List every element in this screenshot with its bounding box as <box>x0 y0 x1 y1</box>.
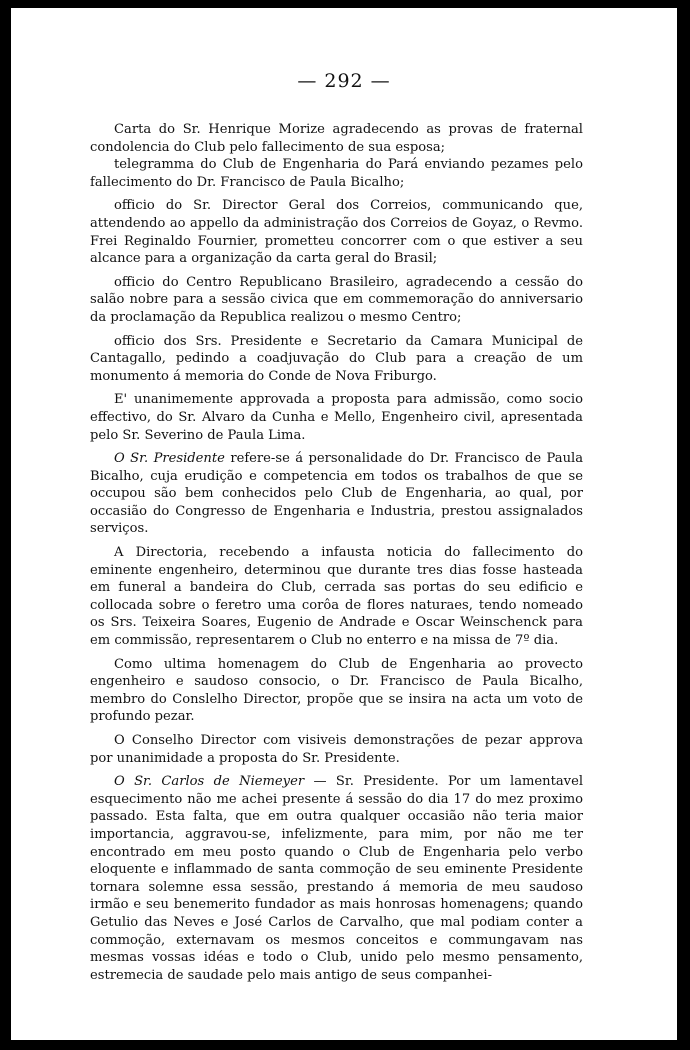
paragraph-officio-centro-republicano: officio do Centro Republicano Brasileiro, agradecendo a cessão do salão nobre para a sessão civica que em commemoração do anniversario da proclamação da Republica realizou o mesmo Centro; <box>90 274 583 325</box>
paragraph-officio-correios: officio do Sr. Director Geral dos Correios, communicando que, attendendo ao appello da administração dos Correios de Goyaz, o Revmo. Frei Reginaldo Fournier, prometteu concorrer com o que estiver a seu alcance para a organização da carta geral do Brasil; <box>90 198 583 267</box>
paragraph-niemeyer-text: — Sr. Presidente. Por um lamentavel esquecimento não me achei presente á sessão do dia 17 do mez proximo passado. Esta falta, que em outra qualquer occasião não teria maior importancia, aggravou-se, infelizmente, para mim, por não me ter encontrado em meu posto quando o Club de Engenharia pelo verbo eloquente e inflammado de santa commoção de seu eminente Presidente tornara solemne essa sessão, prestando á memoria de meu saudoso irmão e seu benemerito fundador as mais honrosas homenagens; quando Getulio das Neves e José Carlos de Carvalho, que mal podiam conter a commoção, externavam os mesmos conceitos e commungavam nas mesmas vossas idéas e todo o Club, unido pelo mesmo pensamento, estremecia de saudade pelo mais antigo de seus companhei- <box>90 774 584 983</box>
book-page <box>11 8 677 1040</box>
paragraph-directoria: A Directoria, recebendo a infausta noticia do fallecimento do eminente engenheiro, determinou que durante tres dias fosse hasteada em funeral a bandeira do Club, cerrada sas portas do seu edificio e collocada sobre o feretro uma corôa de flores naturaes, tendo nomeado os Srs. Teixeira Soares, Eugenio de Andrade e Oscar Weinschenck para em commissão, representarem o Club no enterro e na missa de 7º dia. <box>90 545 583 649</box>
paragraph-admissao-socio: E' unanimemente approvada a proposta para admissão, como socio effectivo, do Sr. Alvaro da Cunha e Mello, Engenheiro civil, apresentada pelo Sr. Severino de Paula Lima. <box>90 392 583 443</box>
paragraph-niemeyer <box>90 773 583 984</box>
body-text <box>90 121 583 990</box>
paragraph-presidente-bicalho <box>90 450 583 538</box>
paragraph-presidente-text: refere-se á personalidade do Dr. Francisco de Paula Bicalho, cuja erudição e competencia em todos os trabalhos de que se occupou são bem conhecidos pelo Club de Engenharia, ao qual, por occasião do Congresso de Engenharia e Industria, prestou assignalados serviços. <box>90 451 584 537</box>
paragraph-conselho-approva: O Conselho Director com visiveis demonstrações de pezar approva por unanimidade a proposta do Sr. Presidente. <box>90 733 583 766</box>
paragraph-telegramma-para: telegramma do Club de Engenharia do Pará enviando pezames pelo fallecimento do Dr. Francisco de Paula Bicalho; <box>90 157 583 190</box>
paragraph-officio-cantagallo: officio dos Srs. Presidente e Secretario da Camara Municipal de Cantagallo, pedindo a coadjuvação do Club para a creação de um monumento á memoria do Conde de Nova Friburgo. <box>90 333 583 384</box>
paragraph-carta-morize: Carta do Sr. Henrique Morize agradecendo as provas de fraternal condolencia do Club pelo fallecimento de sua esposa; <box>90 122 583 155</box>
speaker-presidente: O Sr. Presidente <box>114 451 225 467</box>
page-number: — 292 — <box>297 70 391 92</box>
speaker-niemeyer: O Sr. Carlos de Niemeyer <box>114 774 305 790</box>
paragraph-ultima-homenagem: Como ultima homenagem do Club de Engenharia ao provecto engenheiro e saudoso consocio, o Dr. Francisco de Paula Bicalho, membro do Conslelho Director, propõe que se insira na acta um voto de profundo pezar. <box>90 656 583 725</box>
